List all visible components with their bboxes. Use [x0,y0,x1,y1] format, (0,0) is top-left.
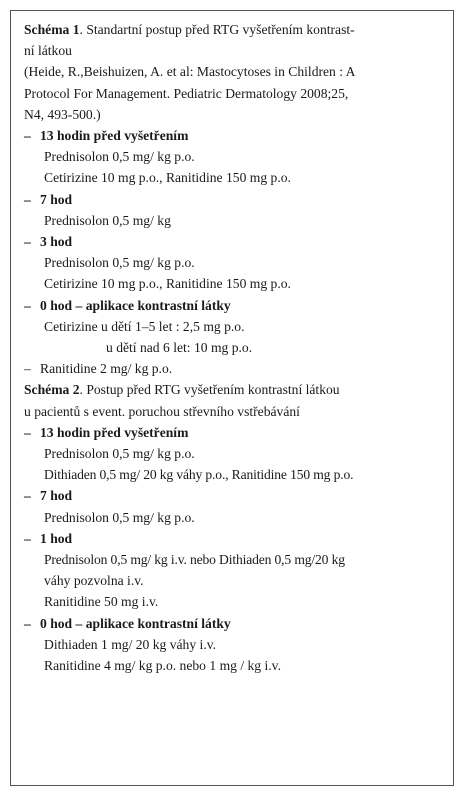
schema2-title-line2: u pacientů s event. poruchou střevního vstřebávání [24,403,300,419]
schema2-title-text: . Postup před RTG vyšetřením kontrastní látkou [79,382,340,398]
schema2-step-heading: – 13 hodin před vyšetřením [24,422,443,443]
schema1-label: Schéma 1 [24,22,80,37]
schema2-title [24,379,443,400]
schema1-step-heading: – 0 hod – aplikace kontrastní látky [24,295,443,316]
schema1-title-text: . Standartní postup před RTG vyšetřením kontrast- [79,22,355,37]
schema1-step-line: u dětí nad 6 let: 10 mg p.o. [106,340,253,356]
schema1-title [24,19,443,40]
schema1-reference-line2: Protocol For Management. Pediatric Dermatology 2008;25, [24,85,349,101]
schema1-step-heading: – 7 hod [24,189,443,210]
schema1-step-line: Prednisolon 0,5 mg/ kg [44,212,171,228]
schema1-step-line: Cetirizine 10 mg p.o., Ranitidine 150 mg p.o. [44,170,291,186]
dash-bullet: – [24,615,31,631]
schema1-last-line: – Ranitidine 2 mg/ kg p.o. [24,358,443,379]
schema2-label: Schéma 2 [24,382,80,398]
schema2-step-line: Dithiaden 1 mg/ 20 kg váhy i.v. [44,636,217,652]
schema2-step-line: Dithiaden 0,5 mg/ 20 kg váhy p.o., Ranitidine 150 mg p.o. [44,467,354,483]
schema2-step-line: Prednisolon 0,5 mg/ kg i.v. nebo Dithiaden 0,5 mg/20 kg [44,552,345,568]
schema1-step-heading: – 13 hodin před vyšetřením [24,125,443,146]
schema1-step-line: Prednisolon 0,5 mg/ kg p.o. [44,255,195,271]
dash-bullet: – [24,424,31,440]
schema2-step-heading: – 7 hod [24,485,443,506]
schema1-step-heading: – 3 hod [24,231,443,252]
schema2-step-heading: – 0 hod – aplikace kontrastní látky [24,613,443,634]
dash-bullet: – [24,297,31,313]
dash-bullet: – [24,234,31,250]
schema2-step-heading: – 1 hod [24,528,443,549]
schema1-step-line: Cetirizine u dětí 1–5 let : 2,5 mg p.o. [44,318,245,334]
schema1-reference-line3: N4, 493-500.) [24,106,101,122]
dash-bullet: – [24,128,31,144]
schema1-step-line: Cetirizine 10 mg p.o., Ranitidine 150 mg p.o. [44,276,291,292]
schema1-reference-line1: (Heide, R.,Beishuizen, A. et al: Mastocytoses in Children : A [24,64,356,80]
dash-bullet: – [24,361,31,377]
schema2-step-line: Ranitidine 4 mg/ kg p.o. nebo 1 mg / kg i.v. [44,658,281,674]
dash-bullet: – [24,530,31,546]
dash-bullet: – [24,488,31,504]
schema2-step-line: Prednisolon 0,5 mg/ kg p.o. [44,509,195,525]
dash-bullet: – [24,191,31,207]
schema2-step-line: Prednisolon 0,5 mg/ kg p.o. [44,446,195,462]
schema1-title-line2: ní látkou [24,43,72,59]
schema2-step-line: váhy pozvolna i.v. [44,573,144,589]
protocol-box [10,10,454,786]
schema2-step-line: Ranitidine 50 mg i.v. [44,594,159,610]
schema1-step-line: Prednisolon 0,5 mg/ kg p.o. [44,149,195,165]
